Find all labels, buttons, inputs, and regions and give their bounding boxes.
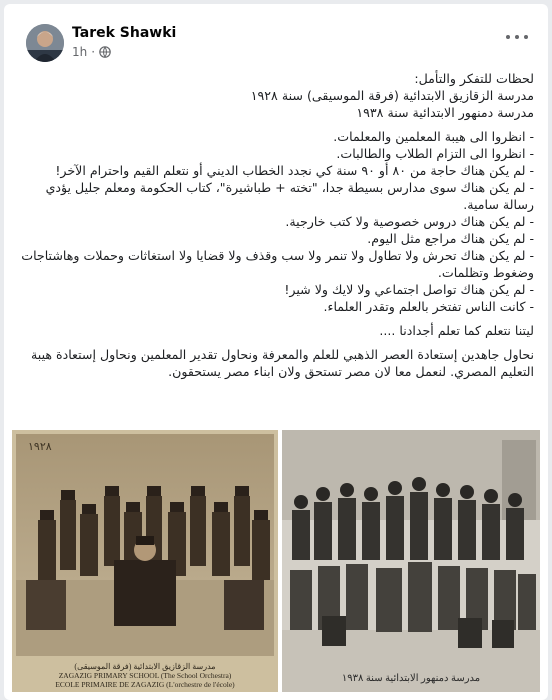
school-line-2: مدرسة دمنهور الابتدائية سنة ١٩٣٨ — [356, 105, 534, 120]
more-options-icon[interactable] — [506, 30, 528, 44]
photo-damanhour-school[interactable] — [282, 430, 540, 692]
school-line-1: مدرسة الزقازيق الابتدائية (فرقة الموسيقى) سنة ١٩٢٨ — [250, 88, 534, 103]
photo-caption-right: مدرسة دمنهور الابتدائية سنة ١٩٣٨ — [341, 673, 481, 684]
caption-french: ECOLE PRIMAIRE DE ZAGAZIG (L'orchestre de l'école) — [55, 680, 235, 689]
globe-icon — [99, 46, 111, 58]
post-card — [4, 4, 548, 700]
bullet-item: - لم يكن هناك دروس خصوصية ولا كتب خارجية. — [285, 214, 534, 229]
intro-line: لحظات للتفكر والتأمل: — [414, 71, 534, 86]
final-paragraph: نحاول جاهدين إستعادة العصر الذهبي للعلم والمعرفة ونحاول تقدير المعلمين ونحاول إستعادة هيبة التعليم المصري. لنعمل معا لان مصر تستحق ولان ابناء مصر يستحقون. — [31, 347, 534, 379]
bullet-item: - لم يكن هناك تواصل اجتماعي ولا لايك ولا شير! — [284, 282, 534, 297]
bullet-item: - لم يكن هناك مراجع مثل اليوم. — [367, 231, 534, 246]
bullet-item: - لم يكن هناك سوى مدارس بسيطة جدا، "تخته + طباشيرة"، كتاب الحكومة ومعلم جليل يؤدي رسالة سامية. — [45, 180, 534, 212]
bullet-item: - انظروا الى التزام الطلاب والطالبات. — [336, 146, 534, 161]
photo-grid — [12, 430, 540, 692]
closing-line: ليتنا نتعلم كما تعلم أجدادنا .... — [379, 323, 534, 338]
photo-year-label: ١٩٢٨ — [28, 440, 52, 453]
caption-arabic: مدرسة الزقازيق الابتدائية (فرقة الموسيقى) — [74, 662, 216, 671]
caption-english: ZAGAZIG PRIMARY SCHOOL (The School Orchestra) — [58, 671, 232, 680]
post-text — [18, 70, 534, 380]
avatar[interactable] — [26, 24, 64, 62]
bullet-item: - انظروا الى هيبة المعلمين والمعلمات. — [333, 129, 534, 144]
photo-zagazig-orchestra[interactable] — [12, 430, 278, 692]
author-name[interactable]: Tarek Shawki — [72, 25, 177, 41]
bullet-item: - لم يكن هناك حاجة من ٨٠ أو ٩٠ سنة كي نجدد الخطاب الديني أو نتعلم القيم واحترام الآخر! — [55, 163, 534, 178]
bullet-item: - لم يكن هناك تحرش ولا تطاول ولا تنمر ولا سب وقذف ولا قضايا ولا استغاثات وحملات وهاشتاجات وضغوط وتظلمات. — [21, 248, 534, 280]
photo-caption — [12, 662, 278, 689]
bullet-item: - كانت الناس تفتخر بالعلم وتقدر العلماء. — [323, 299, 534, 314]
post-header — [4, 4, 548, 68]
post-time[interactable]: 1h — [72, 45, 88, 59]
post-meta: 1h · — [72, 45, 111, 59]
